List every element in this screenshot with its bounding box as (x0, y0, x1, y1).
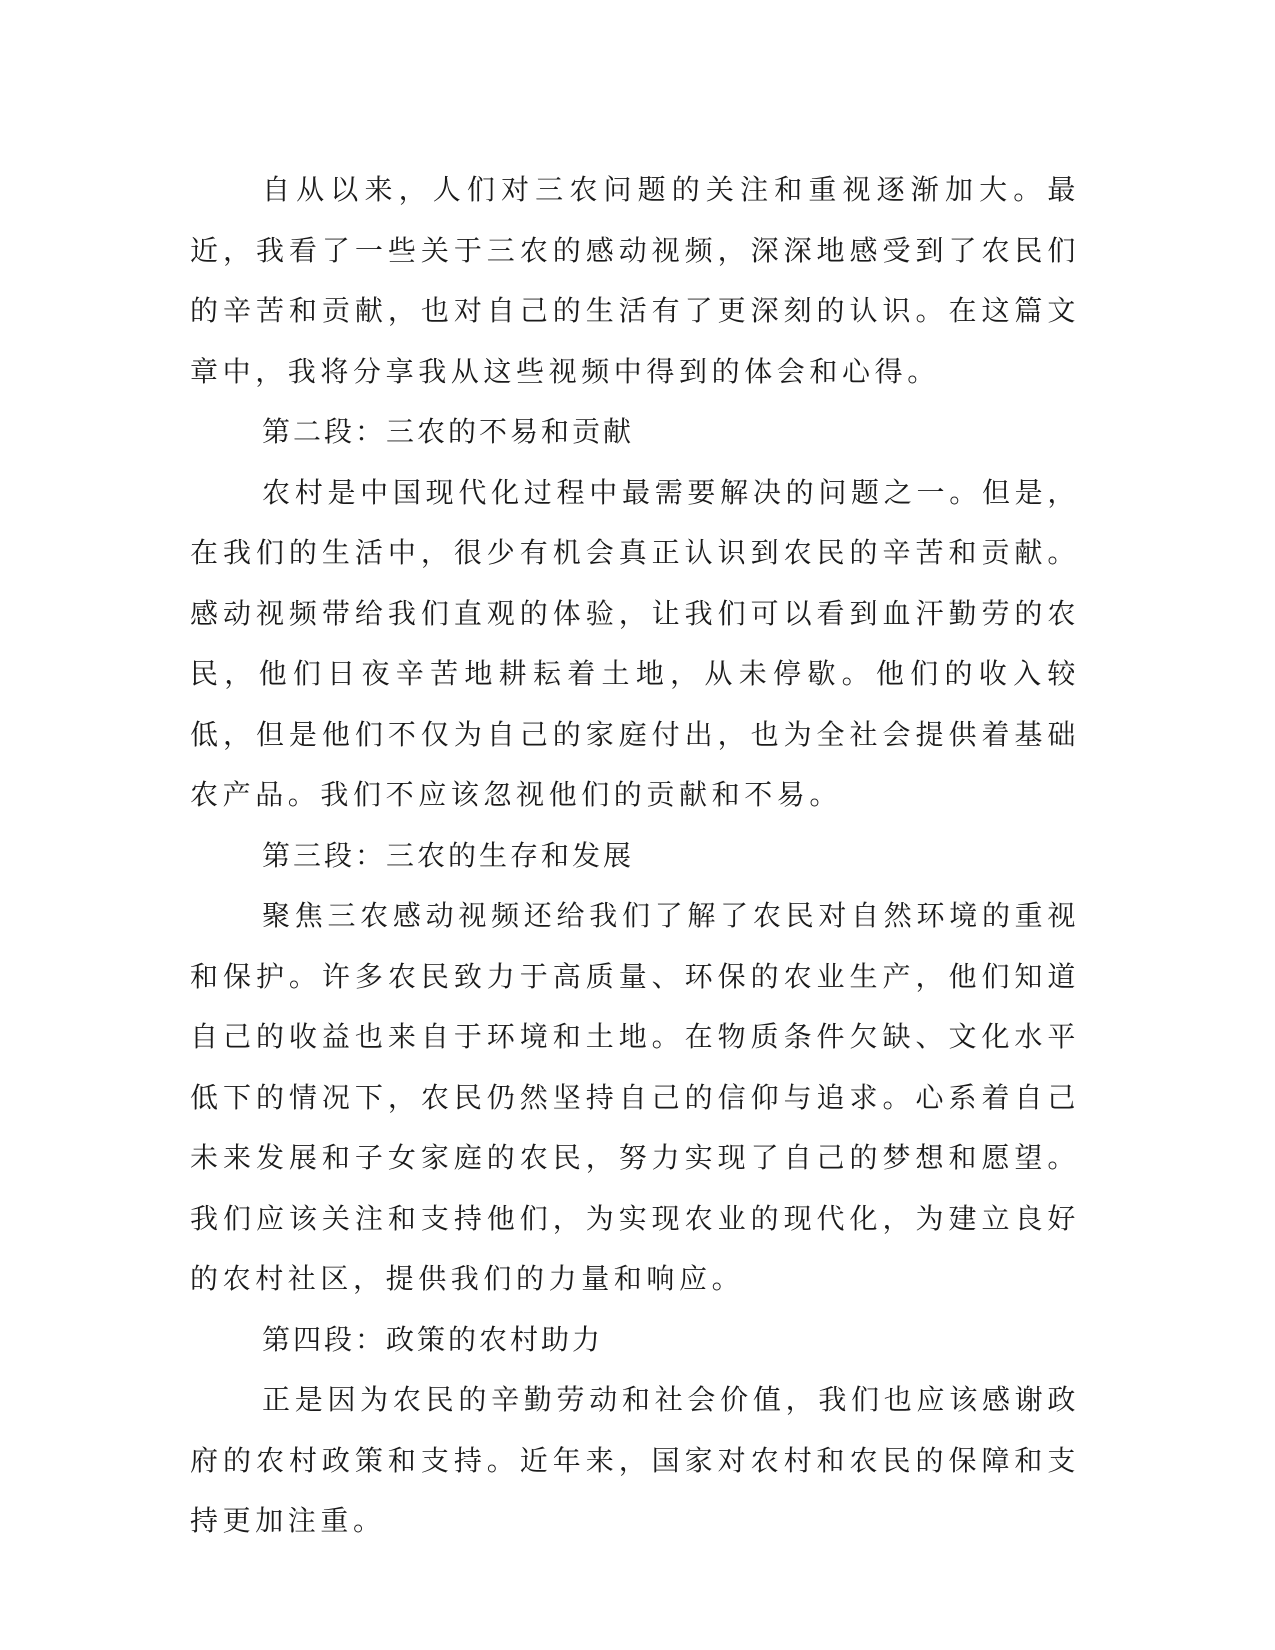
section-heading-2: 第二段：三农的不易和贡献 (262, 415, 635, 448)
paragraph-intro: 自从以来，人们对三农问题的关注和重视逐渐加大。最近，我看了一些关于三农的感动视频，深深地感受到了农民们的辛苦和贡献，也对自己的生活有了更深刻的认识。在这篇文章中，我将分享我从这些视频中得到的体会和心得。 (190, 173, 1080, 388)
section-heading-4: 第四段：政策的农村助力 (262, 1322, 604, 1356)
paragraph-section-2: 农村是中国现代化过程中最需要解决的问题之一。但是，在我们的生活中，很少有机会真正认识到农民的辛苦和贡献。感动视频带给我们直观的体验，让我们可以看到血汗勤劳的农民，他们日夜辛苦地耕耘着土地，从未停歇。他们的收入较低，但是他们不仅为自己的家庭付出，也为全社会提供着基础农产品。我们不应该忽视他们的贡献和不易。 (190, 475, 1080, 811)
document-body (190, 160, 1080, 1552)
section-heading-3: 第三段：三农的生存和发展 (262, 838, 635, 872)
paragraph-section-4: 正是因为农民的辛勤劳动和社会价值，我们也应该感谢政府的农村政策和支持。近年来，国家对农村和农民的保障和支持更加注重。 (190, 1383, 1080, 1537)
paragraph-section-3: 聚焦三农感动视频还给我们了解了农民对自然环境的重视和保护。许多农民致力于高质量、环保的农业生产，他们知道自己的收益也来自于环境和土地。在物质条件欠缺、文化水平低下的情况下，农民仍然坚持自己的信仰与追求。心系着自己未来发展和子女家庭的农民，努力实现了自己的梦想和愿望。我们应该关注和支持他们，为实现农业的现代化，为建立良好的农村社区，提供我们的力量和响应。 (190, 899, 1080, 1295)
